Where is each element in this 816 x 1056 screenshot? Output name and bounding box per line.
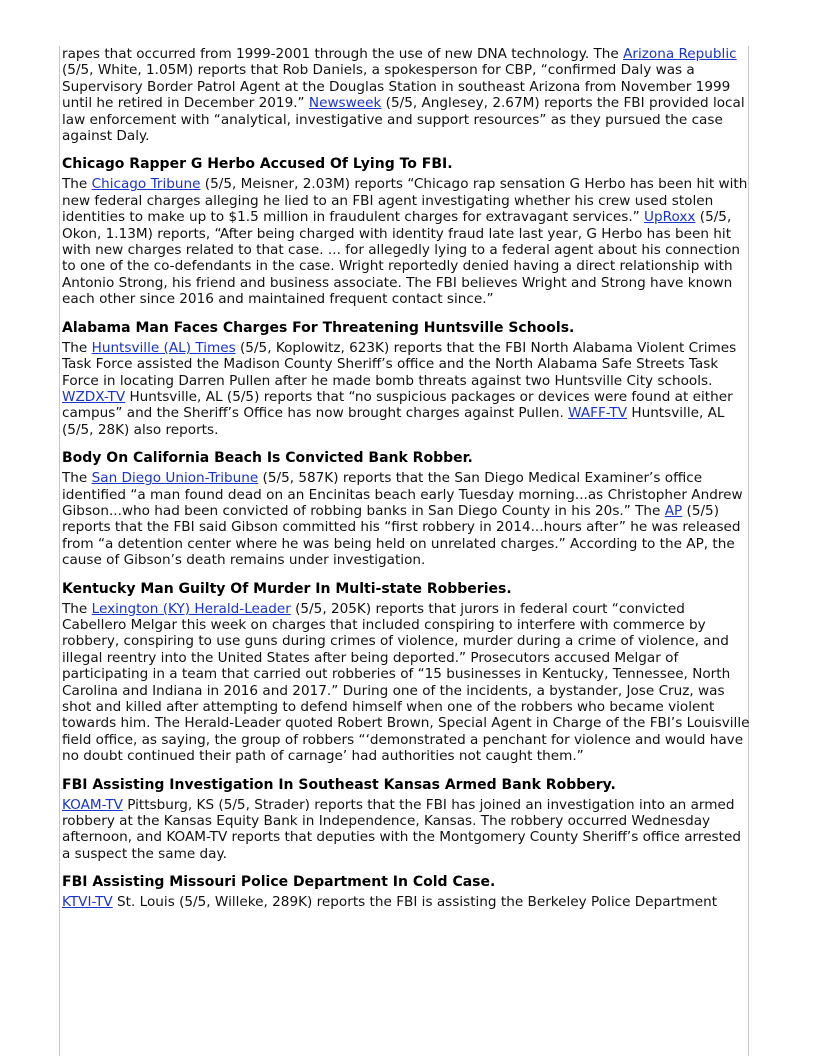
news-story <box>62 319 750 438</box>
body-text: The <box>62 176 92 193</box>
body-text: Pittsburg, KS (5/5, Strader) reports that the FBI has joined an investigation into an armed robbery at the Kansas Equity Bank in Independence, Kansas. The robbery occurred Wednesday afternoon, and KOAM-TV reports that deputies with the Montgomery County Sheriff’s office arrested a suspect the same day. <box>62 796 741 862</box>
body-text: (5/5, Anglesey, 2.67M) reports the FBI provided local law enforcement with “analytical, investigative and support resources” as they pursued the case against Daly. <box>62 95 745 145</box>
news-story <box>62 580 750 765</box>
story-headline: Chicago Rapper G Herbo Accused Of Lying To FBI. <box>62 156 453 173</box>
news-story <box>62 776 750 863</box>
story-headline: Kentucky Man Guilty Of Murder In Multi-state Robberies. <box>62 580 512 597</box>
body-text: (5/5, White, 1.05M) reports that Rob Daniels, a spokesperson for CBP, “confirmed Daly was a Supervisory Border Patrol Agent at the Douglas Station in southeast Arizona from November 1999 until he retired in December 2019.” <box>62 62 731 112</box>
body-text: (5/5, 205K) reports that jurors in federal court “convicted Cabellero Melgar this week on charges that included conspiring to interfere with commerce by robbery, conspiring to use guns during crimes of violence, murder during a crime of violence, and illegal reentry into the United States after being deported.” Prosecutors accused Melgar of participating in a team that carried out robberies of “15 businesses in Kentucky, Tennessee, North Carolina and Indiana in 2016 and 2017.” During one of the incidents, a bystander, Jose Cruz, was shot and killed after attempting to defend himself when one of the robbers who became violent towards him. The Herald-Leader quoted Robert Brown, Special Agent in Charge of the FBI’s Louisville field office, as saying, the group of robbers “‘demonstrated a penchant for violence and would have no doubt continued their path of carnage’ had authorities not caught them.” <box>62 600 750 765</box>
story-body <box>62 894 750 910</box>
body-text: Huntsville, AL (5/5, 28K) also reports. <box>62 405 725 438</box>
story-headline: FBI Assisting Investigation In Southeast Kansas Armed Bank Robbery. <box>62 776 616 793</box>
story-headline: Alabama Man Faces Charges For Threatening Huntsville Schools. <box>62 319 575 336</box>
story-body <box>62 797 750 863</box>
story-headline: Body On California Beach Is Convicted Bank Robber. <box>62 450 473 467</box>
story-body <box>62 340 750 438</box>
news-story <box>62 155 750 307</box>
news-briefing-content <box>62 46 750 911</box>
body-text: St. Louis (5/5, Willeke, 289K) reports the FBI is assisting the Berkeley Police Department <box>112 894 718 911</box>
source-link[interactable]: Huntsville (AL) Times <box>91 339 236 356</box>
body-text: The <box>62 470 92 487</box>
source-link[interactable]: AP <box>664 502 683 519</box>
news-story <box>62 449 750 568</box>
source-link[interactable]: KOAM-TV <box>62 796 123 813</box>
source-link[interactable]: KTVI-TV <box>62 894 113 911</box>
body-text: Huntsville, AL (5/5) reports that “no suspicious packages or devices were found at either campus” and the Sheriff’s Office has now brought charges against Pullen. <box>62 388 733 422</box>
body-text: rapes that occurred from 1999-2001 through the use of new DNA technology. The <box>62 46 624 62</box>
source-link[interactable]: UpRoxx <box>644 209 696 226</box>
news-story <box>62 873 750 910</box>
body-text: The <box>62 339 92 356</box>
body-text: (5/5, Okon, 1.13M) reports, “After being charged with identity fraud late last year, G Herbo has been hit with new charges related to that case. ... for allegedly lying to a federal agent about his connection to one of the co-defendants in the case. Wright reportedly denied having a direct relationship with Antonio Strong, his friend and business associate. The FBI believes Wright and Strong have known each other since 2016 and maintained frequent contact since.” <box>62 209 741 308</box>
story-body <box>62 601 750 765</box>
source-link[interactable]: Arizona Republic <box>623 46 737 62</box>
body-text: (5/5) reports that the FBI said Gibson committed his “first robbery in 2014...hours after” he was released from “a detention center where he was being held on unrelated charges.” According to the AP, the cause of Gibson’s death remains under investigation. <box>62 502 741 569</box>
body-text: The <box>62 600 92 617</box>
source-link[interactable]: Chicago Tribune <box>91 176 201 193</box>
source-link[interactable]: Newsweek <box>308 95 382 112</box>
body-text: (5/5, Koplowitz, 623K) reports that the FBI North Alabama Violent Crimes Task Force assisted the Madison County Sheriff’s office and the North Alabama Safe Streets Task Force in locating Darren Pullen after he made bomb threats against two Huntsville City schools. <box>62 339 737 389</box>
story-body <box>62 176 750 307</box>
body-text: (5/5, 587K) reports that the San Diego Medical Examiner’s office identified “a man found dead on an Encinitas beach early Tuesday morning...as Christopher Andrew Gibson...who had been convicted of robbing banks in San Diego County in his 20s.” The <box>62 470 743 519</box>
news-story <box>62 46 750 144</box>
source-link[interactable]: San Diego Union-Tribune <box>91 470 259 487</box>
story-body <box>62 46 750 144</box>
story-headline: FBI Assisting Missouri Police Department In Cold Case. <box>62 874 496 891</box>
story-body <box>62 470 750 568</box>
source-link[interactable]: WZDX-TV <box>62 388 126 405</box>
body-text: (5/5, Meisner, 2.03M) reports “Chicago rap sensation G Herbo has been hit with new federal charges alleging he lied to an FBI agent investigating whether his crew used stolen identities to make up to $1.5 million in fraudulent charges for extravagant services.” <box>62 176 748 226</box>
source-link[interactable]: Lexington (KY) Herald-Leader <box>91 600 291 617</box>
source-link[interactable]: WAFF-TV <box>568 405 628 422</box>
